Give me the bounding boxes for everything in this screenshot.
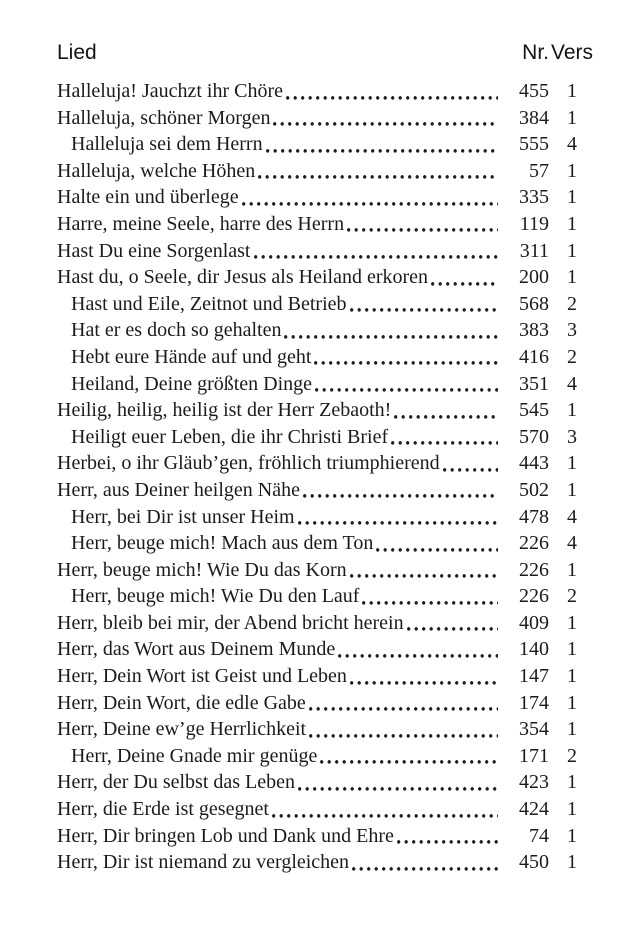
song-number: 478 [519, 505, 549, 528]
verse-count: 4 [567, 505, 577, 528]
song-entry-row [57, 530, 595, 557]
song-entry-row [57, 450, 595, 477]
song-number: 502 [519, 478, 549, 501]
dot-leader [350, 291, 499, 318]
verse-count: 1 [567, 80, 577, 102]
song-title: Herr, der Du selbst das Leben [57, 771, 296, 794]
verse-count: 1 [567, 239, 577, 262]
verse-count: 1 [567, 266, 577, 289]
song-entry-row [57, 610, 595, 637]
song-title: Hebt eure Hände auf und geht [71, 345, 312, 368]
column-header-vers: Vers [550, 41, 594, 64]
song-title: Herr, beuge mich! Mach aus dem Ton [71, 532, 374, 555]
verse-count: 2 [567, 345, 577, 368]
song-title: Herr, bleib bei mir, der Abend bricht herein [57, 611, 404, 634]
verse-count: 2 [567, 292, 577, 315]
song-title: Halleluja, welche Höhen [57, 159, 256, 182]
song-number: 74 [529, 824, 549, 847]
song-entry-row [57, 849, 595, 876]
song-entry-row [57, 663, 595, 690]
song-entry-row [57, 184, 595, 211]
dot-leader [320, 743, 498, 770]
verse-count: 3 [567, 319, 577, 342]
song-number: 171 [519, 744, 549, 767]
song-entry-row [57, 238, 595, 265]
dot-leader [350, 663, 498, 690]
song-title: Halleluja, schöner Morgen [57, 106, 271, 129]
song-number: 416 [519, 345, 549, 368]
song-number: 555 [519, 133, 549, 156]
dot-leader [315, 371, 498, 398]
dot-leader [298, 769, 498, 796]
song-title: Halleluja! Jauchzt ihr Chöre [57, 80, 284, 102]
dot-leader [443, 450, 498, 477]
song-number: 174 [519, 691, 549, 714]
song-number: 424 [519, 798, 549, 821]
song-entry-row [57, 131, 595, 158]
song-number: 570 [519, 425, 549, 448]
song-entry-row [57, 424, 595, 451]
song-title: Herr, bei Dir ist unser Heim [71, 505, 295, 528]
song-title: Herr, aus Deiner heilgen Nähe [57, 478, 300, 501]
song-number: 226 [519, 558, 549, 581]
song-title: Hast und Eile, Zeitnot und Betrieb [71, 292, 347, 315]
song-entry-row [57, 371, 595, 398]
verse-count: 1 [567, 212, 577, 235]
song-title: Heiland, Deine größten Dinge [71, 372, 313, 395]
song-entry-row [57, 158, 595, 185]
dot-leader [362, 583, 498, 610]
verse-count: 2 [567, 744, 577, 767]
dot-leader [376, 530, 498, 557]
song-number: 383 [519, 319, 549, 342]
song-number: 443 [519, 452, 549, 475]
song-number: 409 [519, 611, 549, 634]
column-header-nr: Nr. [522, 41, 549, 64]
song-number: 384 [519, 106, 549, 129]
song-number: 568 [519, 292, 549, 315]
verse-count: 4 [567, 372, 577, 395]
song-number: 226 [519, 532, 549, 555]
song-entry-row [57, 477, 595, 504]
dot-leader [272, 796, 498, 823]
verse-count: 1 [567, 718, 577, 741]
song-title: Hast du, o Seele, dir Jesus als Heiland erkoren [57, 266, 429, 289]
song-title: Herr, Deine Gnade mir genüge [71, 744, 318, 767]
verse-count: 1 [567, 824, 577, 847]
song-title: Herr, Dein Wort ist Geist und Leben [57, 665, 347, 688]
dot-leader [347, 211, 498, 238]
verse-count: 1 [567, 638, 577, 661]
song-entry-row [57, 823, 595, 850]
song-entry-row [57, 636, 595, 663]
song-entry-row [57, 690, 595, 717]
dot-leader [258, 158, 498, 185]
song-entry-row [57, 743, 595, 770]
dot-leader [338, 636, 498, 663]
header-right-group [503, 42, 595, 64]
song-entry-row [57, 397, 595, 424]
dot-leader [394, 397, 498, 424]
song-title: Herbei, o ihr Gläub’gen, fröhlich triumphierend [57, 452, 440, 475]
column-header-lied: Lied [57, 41, 97, 64]
song-entry-row [57, 796, 595, 823]
song-entry-row [57, 291, 595, 318]
song-title: Heiligt euer Leben, die ihr Christi Brief [71, 425, 389, 448]
song-title: Herr, das Wort aus Deinem Munde [57, 638, 336, 661]
verse-count: 1 [567, 691, 577, 714]
dot-leader [242, 184, 498, 211]
dot-leader [254, 238, 499, 265]
song-number: 351 [519, 372, 549, 395]
song-title: Herr, die Erde ist gesegnet [57, 798, 269, 821]
dot-leader [309, 690, 498, 717]
song-number: 423 [519, 771, 549, 794]
song-number: 354 [519, 718, 549, 741]
verse-count: 1 [567, 186, 577, 209]
song-title: Hat er es doch so gehalten [71, 319, 282, 342]
dot-leader [352, 849, 498, 876]
dot-leader [397, 823, 498, 850]
song-title: Herr, beuge mich! Wie Du das Korn [57, 558, 347, 581]
verse-count: 4 [567, 532, 577, 555]
dot-leader [314, 344, 498, 371]
song-number: 226 [519, 585, 549, 608]
song-title: Hast Du eine Sorgenlast [57, 239, 251, 262]
verse-count: 1 [567, 851, 577, 874]
song-number: 200 [519, 266, 549, 289]
verse-count: 1 [567, 771, 577, 794]
song-number: 140 [519, 638, 549, 661]
verse-count: 1 [567, 159, 577, 182]
song-entry-row [57, 504, 595, 531]
song-title: Halte ein und überlege [57, 186, 239, 209]
song-entry-row [57, 211, 595, 238]
dot-leader [350, 557, 498, 584]
verse-count: 4 [567, 133, 577, 156]
verse-count: 1 [567, 611, 577, 634]
table-header [57, 42, 595, 64]
song-title: Herr, beuge mich! Wie Du den Lauf [71, 585, 360, 608]
song-title: Harre, meine Seele, harre des Herrn [57, 212, 345, 235]
dot-leader [303, 477, 498, 504]
song-number: 119 [519, 212, 549, 235]
song-entry-row [57, 769, 595, 796]
song-title: Halleluja sei dem Herrn [71, 133, 263, 156]
song-title: Herr, Dein Wort, die edle Gabe [57, 691, 306, 714]
song-entry-row [57, 78, 595, 105]
verse-count: 1 [567, 478, 577, 501]
song-entry-row [57, 716, 595, 743]
song-entry-row [57, 264, 595, 291]
dot-leader [431, 264, 498, 291]
verse-count: 1 [567, 665, 577, 688]
song-number: 455 [519, 80, 549, 102]
song-title: Heilig, heilig, heilig ist der Herr Zebaoth! [57, 399, 392, 422]
song-number: 545 [519, 399, 549, 422]
verse-count: 3 [567, 425, 577, 448]
dot-leader [407, 610, 498, 637]
song-title: Herr, Deine ew’ge Herrlichkeit [57, 718, 307, 741]
dot-leader [298, 504, 498, 531]
dot-leader [309, 716, 498, 743]
song-list [57, 78, 595, 876]
song-entry-row [57, 105, 595, 132]
verse-count: 1 [567, 558, 577, 581]
song-entry-row [57, 317, 595, 344]
dot-leader [266, 131, 498, 158]
dot-leader [391, 424, 498, 451]
song-number: 57 [529, 159, 549, 182]
song-number: 335 [519, 186, 549, 209]
verse-count: 1 [567, 399, 577, 422]
song-entry-row [57, 583, 595, 610]
song-title: Herr, Dir ist niemand zu vergleichen [57, 851, 350, 874]
dot-leader [286, 78, 498, 105]
song-number: 147 [519, 665, 549, 688]
song-entry-row [57, 557, 595, 584]
dot-leader [273, 105, 498, 132]
verse-count: 1 [567, 798, 577, 821]
verse-count: 1 [567, 452, 577, 475]
song-number: 450 [519, 851, 549, 874]
verse-count: 1 [567, 106, 577, 129]
song-number: 311 [519, 239, 549, 262]
song-title: Herr, Dir bringen Lob und Dank und Ehre [57, 824, 394, 847]
dot-leader [284, 317, 498, 344]
song-entry-row [57, 344, 595, 371]
verse-count: 2 [567, 585, 577, 608]
